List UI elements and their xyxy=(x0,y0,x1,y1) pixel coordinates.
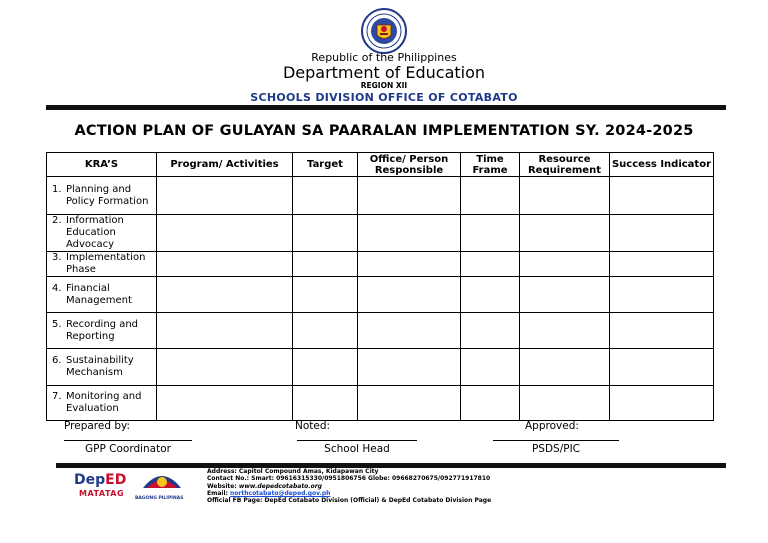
office-cell[interactable] xyxy=(358,252,461,277)
resource-cell[interactable] xyxy=(520,277,610,313)
target-cell[interactable] xyxy=(293,349,358,386)
bagong-pilipinas-logo xyxy=(141,468,183,496)
noted-signature-line[interactable] xyxy=(297,440,417,441)
approved-signature-line[interactable] xyxy=(493,440,619,441)
kra-number: 4. xyxy=(52,282,62,294)
kra-number: 3. xyxy=(52,252,62,263)
noted-label: Noted: xyxy=(295,420,331,432)
office-cell[interactable] xyxy=(358,177,461,215)
target-cell[interactable] xyxy=(293,386,358,421)
target-cell[interactable] xyxy=(293,177,358,215)
col-header-program: Program/ Activities xyxy=(157,153,293,177)
time-frame-cell[interactable] xyxy=(461,215,520,252)
office-cell[interactable] xyxy=(358,386,461,421)
resource-cell[interactable] xyxy=(520,386,610,421)
office-cell[interactable] xyxy=(358,313,461,349)
kra-number: 6. xyxy=(52,355,62,366)
program-cell[interactable] xyxy=(157,252,293,277)
target-cell[interactable] xyxy=(293,252,358,277)
prepared-by-label: Prepared by: xyxy=(64,420,130,432)
kra-label: Planning and Policy Formation xyxy=(66,183,149,207)
kra-cell[interactable] xyxy=(47,215,157,252)
kra-number: 7. xyxy=(52,391,62,402)
footer-email-line xyxy=(207,490,491,497)
success-cell[interactable] xyxy=(610,215,714,252)
footer-contact: Contact No.: Smart: 09616315330/0951806756 Globe: 09668270675/092771917810 xyxy=(207,475,491,483)
office-cell[interactable] xyxy=(358,277,461,313)
success-cell[interactable] xyxy=(610,386,714,421)
program-cell[interactable] xyxy=(157,386,293,421)
kra-label: Recording and Reporting xyxy=(66,318,139,342)
col-header-time-frame: Time Frame xyxy=(461,153,520,177)
col-header-kra: KRA’S xyxy=(47,153,157,177)
time-frame-cell[interactable] xyxy=(461,386,520,421)
table-row xyxy=(47,215,714,252)
kra-label: Sustainability Mechanism xyxy=(66,355,134,378)
target-cell[interactable] xyxy=(293,215,358,252)
footer-website-line xyxy=(207,483,491,490)
resource-cell[interactable] xyxy=(520,252,610,277)
kra-cell[interactable] xyxy=(47,313,157,349)
resource-cell[interactable] xyxy=(520,349,610,386)
kra-cell[interactable] xyxy=(47,252,157,277)
website-label: Website: xyxy=(207,482,237,490)
deped-logo xyxy=(74,472,126,488)
footer-fb-page: Official FB Page: DepEd Cotabato Division (Official) & DepEd Cotabato Division Page xyxy=(207,497,492,505)
time-frame-cell[interactable] xyxy=(461,177,520,215)
approved-label: Approved: xyxy=(525,420,579,432)
deped-logo-ed: ED xyxy=(105,472,127,488)
email-link[interactable]: northcotabato@deped.gov.ph xyxy=(230,489,331,497)
bagong-pilipinas-text: BAGONG PILIPINAS xyxy=(135,496,184,501)
header-divider xyxy=(46,105,726,110)
table-header-row xyxy=(47,153,714,177)
kra-number: 5. xyxy=(52,318,62,330)
kra-label: Information Education Advocacy xyxy=(66,215,124,250)
program-cell[interactable] xyxy=(157,177,293,215)
prepared-role: GPP Coordinator xyxy=(85,443,171,455)
program-cell[interactable] xyxy=(157,215,293,252)
time-frame-cell[interactable] xyxy=(461,252,520,277)
document-title: ACTION PLAN OF GULAYAN SA PAARALAN IMPLEMENTATION SY. 2024-2025 xyxy=(74,123,694,139)
table-row xyxy=(47,252,714,277)
kra-label: Implementation Phase xyxy=(66,252,146,275)
success-cell[interactable] xyxy=(610,349,714,386)
kra-label: Financial Management xyxy=(66,282,132,306)
kra-label: Monitoring and Evaluation xyxy=(66,391,142,414)
table-row xyxy=(47,177,714,215)
col-header-resource: Resource Requirement xyxy=(520,153,610,177)
kra-number: 2. xyxy=(52,215,62,226)
website-link[interactable]: www.depedcotabato.org xyxy=(238,482,322,490)
footer-contact-block xyxy=(207,468,491,504)
success-cell[interactable] xyxy=(610,277,714,313)
success-cell[interactable] xyxy=(610,252,714,277)
deped-logo-dep: Dep xyxy=(74,472,106,488)
time-frame-cell[interactable] xyxy=(461,277,520,313)
table-row xyxy=(47,277,714,313)
kra-cell[interactable] xyxy=(47,177,157,215)
col-header-target: Target xyxy=(293,153,358,177)
time-frame-cell[interactable] xyxy=(461,349,520,386)
program-cell[interactable] xyxy=(157,349,293,386)
division-name: SCHOOLS DIVISION OFFICE OF COTABATO xyxy=(250,91,518,104)
program-cell[interactable] xyxy=(157,277,293,313)
email-label: Email: xyxy=(207,489,228,497)
kra-cell[interactable] xyxy=(47,386,157,421)
col-header-office: Office/ Person Responsible xyxy=(358,153,461,177)
kra-cell[interactable] xyxy=(47,277,157,313)
region-text: REGION XII xyxy=(360,81,408,90)
action-plan-table xyxy=(46,152,714,421)
program-cell[interactable] xyxy=(157,313,293,349)
deped-seal-logo xyxy=(361,8,407,54)
matatag-logo: MATATAG xyxy=(79,489,125,498)
resource-cell[interactable] xyxy=(520,177,610,215)
resource-cell[interactable] xyxy=(520,313,610,349)
footer-address: Address: Capitol Compound Amas, Kidapawan City xyxy=(207,468,379,475)
kra-cell[interactable] xyxy=(47,349,157,386)
col-header-success: Success Indicator xyxy=(610,153,714,177)
table-row xyxy=(47,349,714,386)
table-row xyxy=(47,386,714,421)
approved-role: PSDS/PIC xyxy=(531,443,581,455)
office-cell[interactable] xyxy=(358,349,461,386)
department-name: Department of Education xyxy=(282,63,486,82)
republic-text: Republic of the Philippines xyxy=(311,51,457,64)
kra-number: 1. xyxy=(52,183,62,195)
success-cell[interactable] xyxy=(610,177,714,215)
success-cell[interactable] xyxy=(610,313,714,349)
target-cell[interactable] xyxy=(293,313,358,349)
prepared-signature-line[interactable] xyxy=(64,440,192,441)
noted-role: School Head xyxy=(324,443,390,455)
time-frame-cell[interactable] xyxy=(461,313,520,349)
table-row xyxy=(47,313,714,349)
resource-cell[interactable] xyxy=(520,215,610,252)
office-cell[interactable] xyxy=(358,215,461,252)
target-cell[interactable] xyxy=(293,277,358,313)
